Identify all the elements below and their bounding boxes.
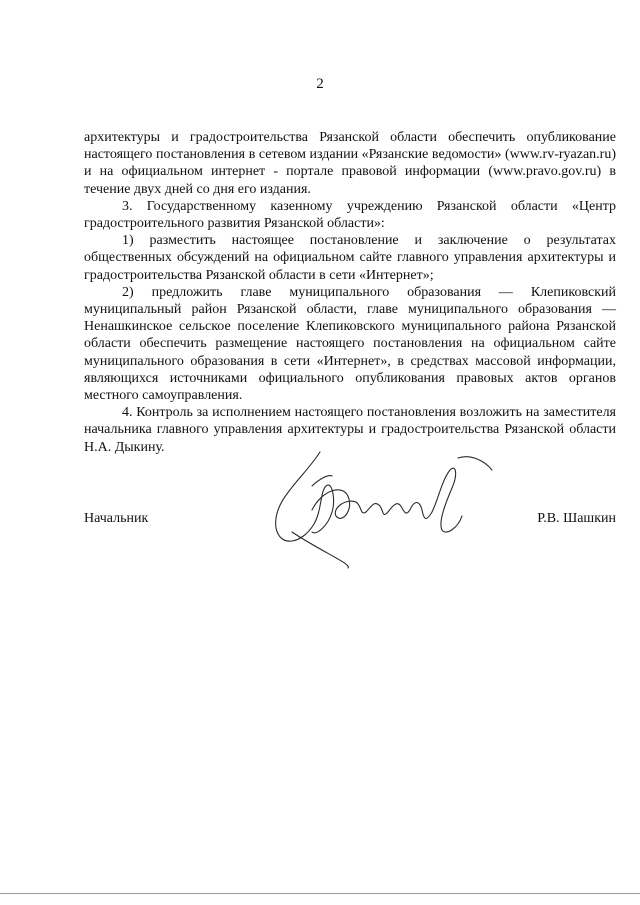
paragraph-subitem-1: 1) разместить настоящее постановление и заключение о результатах общественных обсуждений на официальном сайте главного управления архитектуры и градостроительства Рязанской области в сети «Интернет»; — [84, 233, 616, 283]
page-bottom-rule — [0, 893, 640, 894]
page-number: 2 — [316, 76, 324, 92]
handwritten-signature — [262, 440, 502, 570]
signature-block — [84, 510, 616, 530]
paragraph-item-4: 4. Контроль за исполнением настоящего постановления возложить на заместителя начальника главного управления архитектуры и градостроительства Рязанской области Н.А. Дыкину. — [84, 405, 616, 455]
paragraph-item-3: 3. Государственному казенному учреждению Рязанской области «Центр градостроительного развития Рязанской области»: — [84, 198, 616, 232]
document-body — [84, 129, 616, 456]
paragraph-subitem-2: 2) предложить главе муниципального образования — Клепиковский муниципальный район Рязанской области, главе муниципального образования — Ненашкинское сельское поселение Клепиковского муниципального района Рязанской области обеспечить размещение настоящего постановления на официальном сайте муниципального образования в сети «Интернет», в средствах массовой информации, являющихся источниками официального опубликования правовых актов органов местного самоуправления. — [84, 284, 616, 404]
signatory-title: Начальник — [84, 511, 149, 526]
signatory-name: Р.В. Шашкин — [537, 511, 616, 526]
paragraph-continuation: архитектуры и градостроительства Рязанской области обеспечить опубликование настоящего постановления в сетевом издании «Рязанские ведомости» (www.rv-ryazan.ru) и на официальном интернет - портале правовой информации (www.pravo.gov.ru) в течение двух дней со дня его издания. — [84, 130, 616, 197]
